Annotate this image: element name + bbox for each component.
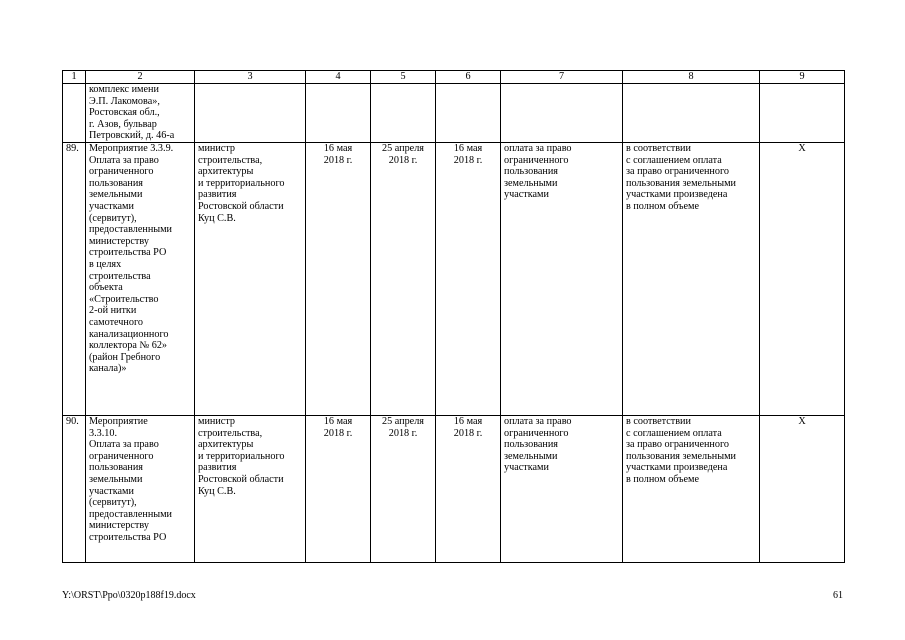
header-cell-2: 2 — [86, 71, 195, 84]
date-control — [436, 84, 501, 143]
report-table — [62, 70, 845, 563]
header-cell-9: 9 — [760, 71, 845, 84]
header-cell-8: 8 — [623, 71, 760, 84]
result-fact: в соответствии с соглашением оплата за право ограниченного пользования земельными участками произведена в полном объеме — [623, 416, 760, 563]
row-number — [63, 84, 86, 143]
responsible-person: министр строительства, архитектуры и территориального развития Ростовской области Куц С.В. — [195, 143, 306, 416]
row-number: 89. — [63, 143, 86, 416]
header-cell-6: 6 — [436, 71, 501, 84]
col9-value: X — [760, 143, 845, 416]
date-control: 16 мая 2018 г. — [436, 143, 501, 416]
date-fact: 25 апреля 2018 г. — [371, 416, 436, 563]
responsible-person: министр строительства, архитектуры и территориального развития Ростовской области Куц С.В. — [195, 416, 306, 563]
header-cell-4: 4 — [306, 71, 371, 84]
header-cell-1: 1 — [63, 71, 86, 84]
result-plan: оплата за право ограниченного пользования земельными участками — [501, 416, 623, 563]
table-header-row — [63, 71, 845, 84]
result-plan: оплата за право ограниченного пользования земельными участками — [501, 143, 623, 416]
date-plan — [306, 84, 371, 143]
responsible-person — [195, 84, 306, 143]
col9-value: X — [760, 416, 845, 563]
date-plan: 16 мая 2018 г. — [306, 416, 371, 563]
header-cell-3: 3 — [195, 71, 306, 84]
footer-file-path: Y:\ORST\Ppo\0320p188f19.docx — [62, 590, 196, 601]
table-row — [63, 84, 845, 143]
date-fact: 25 апреля 2018 г. — [371, 143, 436, 416]
col9-value — [760, 84, 845, 143]
event-description: комплекс имени Э.П. Лакомова», Ростовская обл., г. Азов, бульвар Петровский, д. 46-а — [86, 84, 195, 143]
date-fact — [371, 84, 436, 143]
row-number: 90. — [63, 416, 86, 563]
date-plan: 16 мая 2018 г. — [306, 143, 371, 416]
header-cell-7: 7 — [501, 71, 623, 84]
event-description: Мероприятие 3.3.10. Оплата за право ограниченного пользования земельными участками (сервитут), предоставленными министерству строительства РО — [86, 416, 195, 563]
result-fact — [623, 84, 760, 143]
result-fact: в соответствии с соглашением оплата за право ограниченного пользования земельными участками произведена в полном объеме — [623, 143, 760, 416]
header-cell-5: 5 — [371, 71, 436, 84]
event-description: Мероприятие 3.3.9. Оплата за право ограниченного пользования земельными участками (сервитут), предоставленными министерству строительства РО в целях строительства объекта «Строительство 2-ой нитки самотечного канализационного коллектора № 62» (район Гребного канала)» — [86, 143, 195, 416]
date-control: 16 мая 2018 г. — [436, 416, 501, 563]
table-row — [63, 143, 845, 416]
footer-page-number: 61 — [833, 590, 843, 601]
result-plan — [501, 84, 623, 143]
table-row — [63, 416, 845, 563]
